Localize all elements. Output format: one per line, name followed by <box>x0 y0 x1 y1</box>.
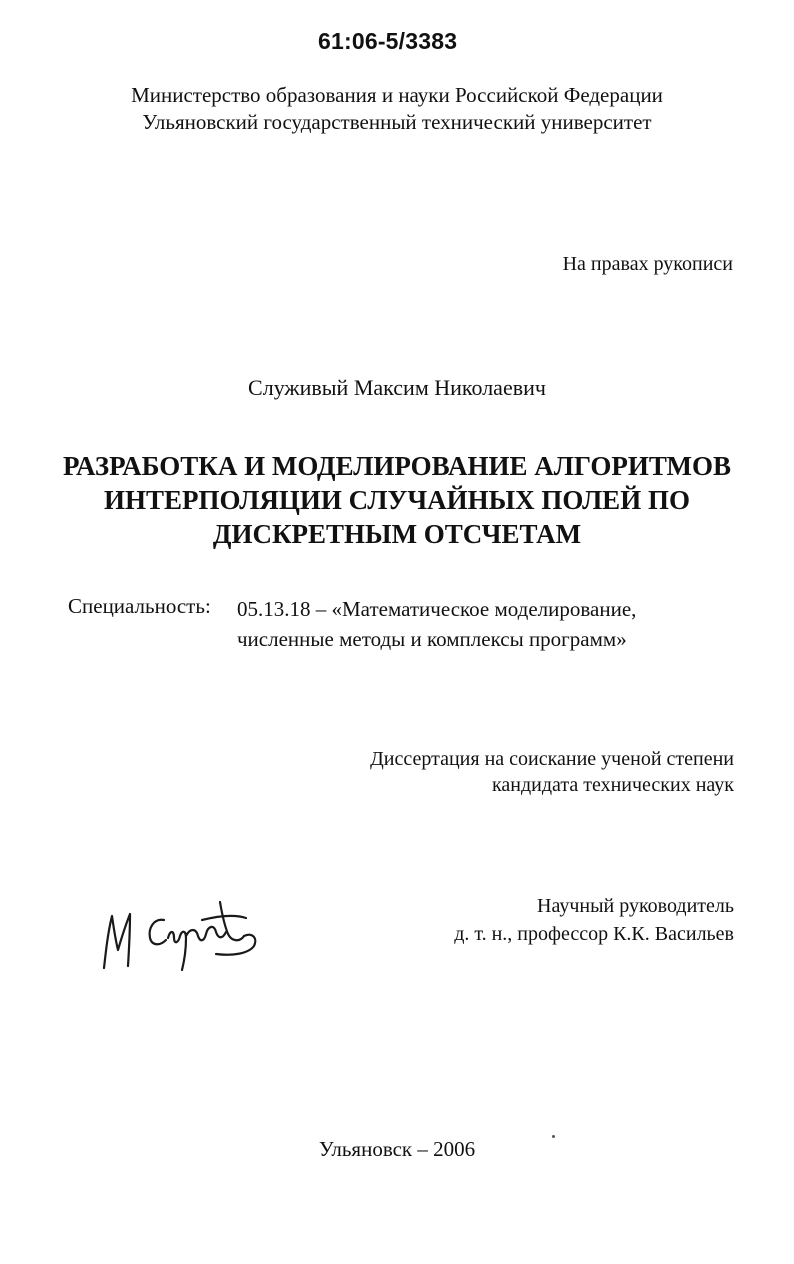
manuscript-rights-note: На правах рукописи <box>562 253 733 275</box>
title-line-1: РАЗРАБОТКА И МОДЕЛИРОВАНИЕ АЛГОРИТМОВ <box>62 451 732 481</box>
organization-block <box>0 82 794 136</box>
specialty-line-2: численные методы и комплексы программ» <box>237 627 627 651</box>
degree-line-1: Диссертация на соискание ученой степени <box>370 748 734 770</box>
degree-statement <box>370 746 734 798</box>
university-name: Ульяновский государственный технический университет <box>142 110 652 134</box>
title-line-3: ДИСКРЕТНЫМ ОТСЧЕТАМ <box>212 519 582 549</box>
advisor-name: д. т. н., профессор К.К. Васильев <box>454 923 734 945</box>
library-stamp-number: 61:06-5/3383 <box>318 28 458 54</box>
city-and-year: Ульяновск – 2006 <box>318 1137 476 1161</box>
dissertation-title <box>0 449 794 551</box>
title-line-2: ИНТЕРПОЛЯЦИИ СЛУЧАЙНЫХ ПОЛЕЙ ПО <box>104 485 690 515</box>
specialty-label: Специальность: <box>68 594 211 618</box>
degree-line-2: кандидата технических наук <box>491 774 734 796</box>
advisor-role: Научный руководитель <box>537 895 734 917</box>
specialty-line-1: 05.13.18 – «Математическое моделирование, <box>237 597 637 621</box>
scientific-advisor <box>454 892 734 948</box>
handwritten-signature <box>94 880 264 980</box>
author-name: Служивый Максим Николаевич <box>248 375 546 400</box>
specialty-value <box>237 594 636 654</box>
ministry-name: Министерство образования и науки Российской Федерации <box>131 83 663 107</box>
